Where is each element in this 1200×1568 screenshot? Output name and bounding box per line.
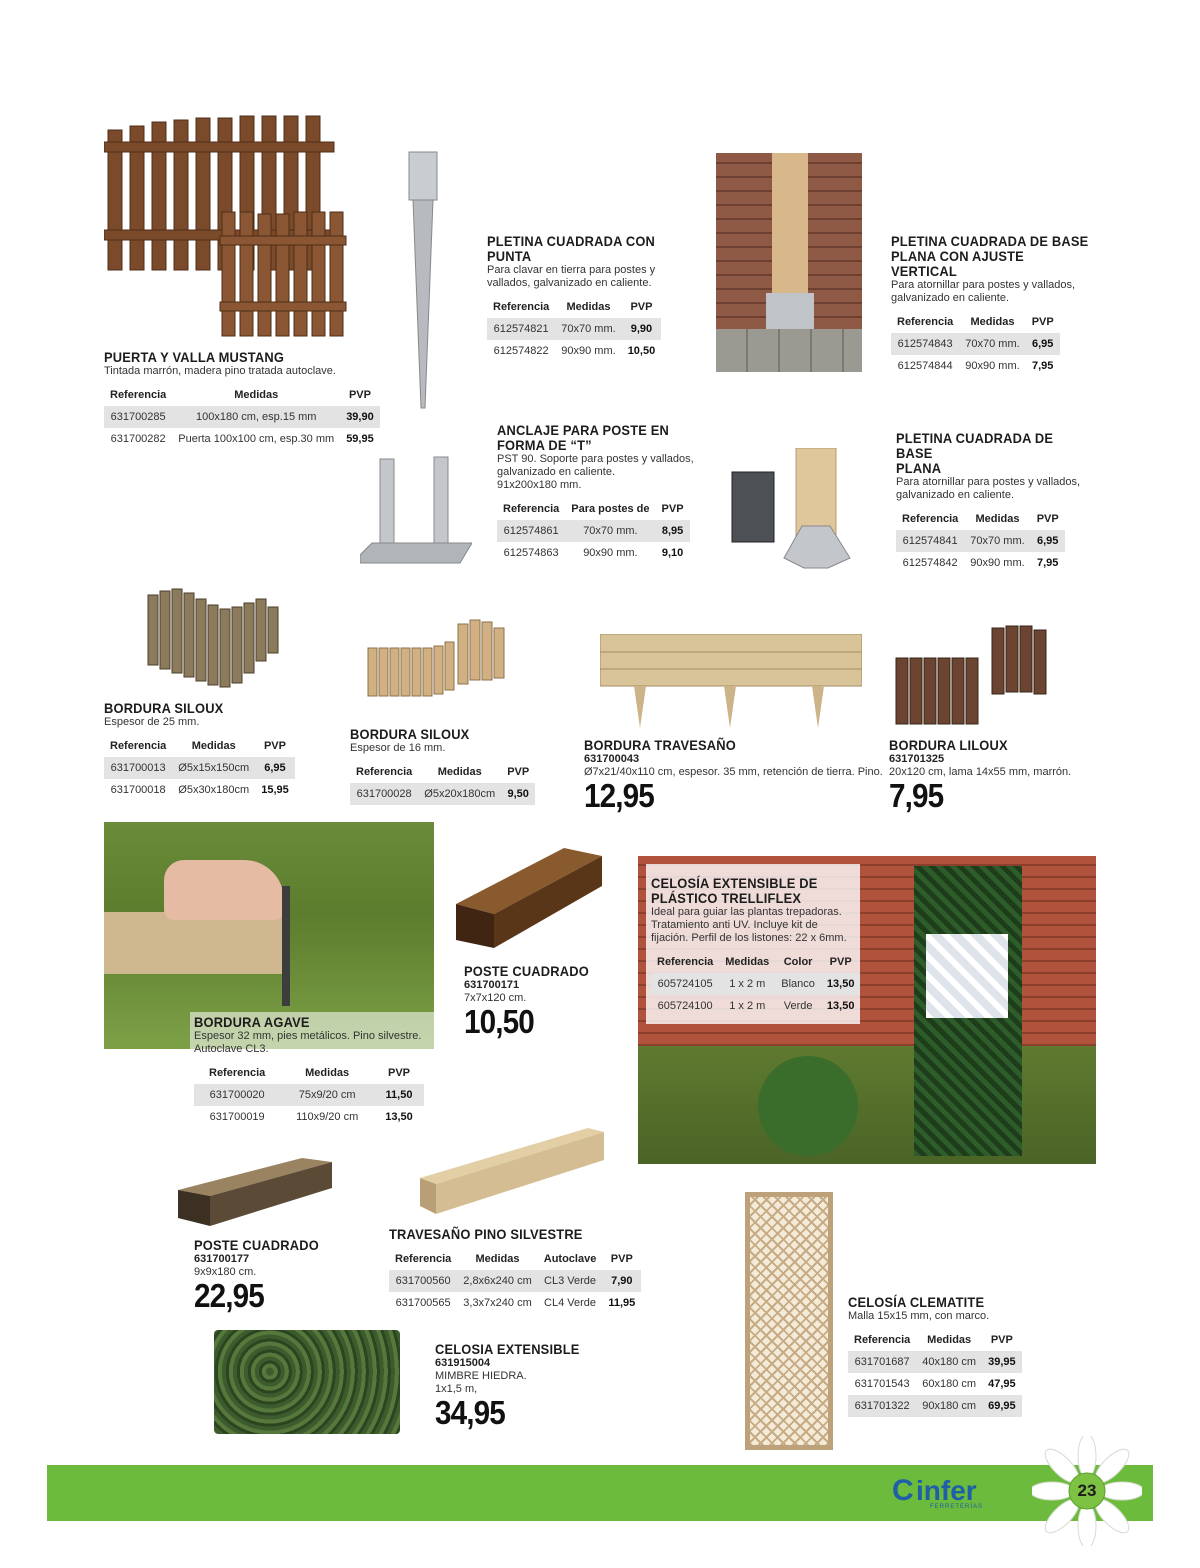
product-siloux-25 <box>104 701 314 801</box>
product-ref: 631700177 <box>194 1253 250 1265</box>
table-cell: 47,95 <box>988 1378 1016 1390</box>
table-cell: 6,95 <box>255 757 295 779</box>
spec-table <box>104 735 295 801</box>
product-desc-line2: Tratamiento anti UV. Incluye kit de <box>651 919 818 931</box>
table-header-cell: PVP <box>661 503 684 515</box>
table-cell: CL4 Verde <box>544 1297 597 1309</box>
table-header-cell: PVP <box>388 1067 411 1079</box>
table-header-cell: Referencia <box>395 1253 452 1265</box>
table-cell: 631701543 <box>854 1378 910 1390</box>
product-desc-line2: galvanizado en caliente. <box>896 489 1015 501</box>
product-agave <box>194 1015 444 1128</box>
table-cell: 9,10 <box>661 547 684 559</box>
table-row <box>389 1292 641 1314</box>
table-cell: 612574844 <box>897 360 953 372</box>
flat-base-image <box>718 448 858 570</box>
product-ref: 631915004 <box>435 1357 491 1369</box>
table-header-cell: Referencia <box>356 766 413 778</box>
table-header-cell: Medidas <box>927 1334 972 1346</box>
product-desc: 20x120 cm, lama 14x55 mm, marrón. <box>889 766 1072 778</box>
product-price: 7,95 <box>889 777 944 814</box>
product-title-line2: PUNTA <box>487 248 532 264</box>
product-title-line1: CELOSÍA EXTENSIBLE DE <box>651 875 818 891</box>
table-cell: 631700565 <box>395 1297 451 1309</box>
product-desc: 9x9x180 cm. <box>194 1266 257 1278</box>
table-cell: 631701322 <box>848 1395 916 1417</box>
table-cell: 11,95 <box>608 1297 636 1309</box>
table-cell: 612574821 <box>487 318 555 340</box>
logo-subtitle: FERRETERÍAS <box>930 1504 984 1510</box>
table-cell: 10,50 <box>627 345 656 357</box>
table-row <box>194 1106 424 1128</box>
spec-table <box>891 311 1060 377</box>
table-cell: 605724100 <box>657 1000 713 1012</box>
table-cell: 9,50 <box>501 783 535 805</box>
spike-anchor-image <box>405 150 441 412</box>
table-header-cell: PVP <box>630 301 653 313</box>
col-med: Medidas <box>234 389 279 401</box>
logo-text: infer <box>916 1475 977 1506</box>
table-cell: 70x70 mm. <box>565 520 655 542</box>
product-title: CELOSIA EXTENSIBLE <box>435 1341 580 1357</box>
spec-table <box>389 1248 641 1314</box>
table-cell: 1 x 2 m <box>719 973 775 995</box>
table-header-cell: Medidas <box>437 766 482 778</box>
product-desc-line2: galvanizado en caliente. <box>497 466 616 478</box>
product-title-line1: ANCLAJE PARA POSTE EN <box>497 422 670 438</box>
product-title: BORDURA LILOUX <box>889 737 1008 753</box>
product-clematite <box>848 1295 1048 1417</box>
table-row <box>896 552 1065 574</box>
product-flat-plate <box>896 431 1106 574</box>
table-cell: 612574863 <box>503 547 559 559</box>
col-pvp: PVP <box>348 389 371 401</box>
product-desc-line3: fijación. Perfil de los listones: 22 x 6mm. <box>651 932 847 944</box>
table-header-cell: Medidas <box>191 740 236 752</box>
post-base-photo <box>716 153 862 372</box>
product-title: POSTE CUADRADO <box>464 963 589 979</box>
product-desc-line2: vallados, galvanizado en caliente. <box>487 277 652 289</box>
product-title: PUERTA Y VALLA MUSTANG <box>104 349 285 365</box>
table-header-cell: PVP <box>610 1253 633 1265</box>
product-desc-line1: Ideal para guiar las plantas trepadoras. <box>651 906 842 918</box>
product-price: 22,95 <box>194 1277 264 1314</box>
brand-logo <box>892 1474 1032 1514</box>
product-ref: 631700171 <box>464 979 520 991</box>
table-header-cell: PVP <box>990 1334 1013 1346</box>
spec-table <box>848 1329 1022 1417</box>
product-desc: Tintada marrón, madera pino tratada autoclave. <box>104 365 336 377</box>
table-header-cell: Referencia <box>854 1334 911 1346</box>
table-row <box>651 973 860 995</box>
table-header-cell: Referencia <box>503 503 560 515</box>
table-cell: 605724105 <box>651 973 719 995</box>
fence-image <box>104 112 350 340</box>
table-cell: 13,50 <box>385 1111 413 1123</box>
table-header-cell: Referencia <box>902 513 959 525</box>
table-cell: 13,50 <box>821 973 861 995</box>
table-cell: 8,95 <box>656 520 690 542</box>
table-cell: 90x90 mm. <box>583 547 638 559</box>
spec-table <box>104 384 380 450</box>
table-cell: 631701687 <box>848 1351 916 1373</box>
table-cell: 612574822 <box>493 345 549 357</box>
product-desc: Ø7x21/40x110 cm, espesor. 35 mm, retención de tierra. Pino. <box>584 766 883 778</box>
product-desc-line1: Para atornillar para postes y vallados, <box>896 476 1081 488</box>
table-row <box>487 318 661 340</box>
product-pine-crossbar <box>389 1227 649 1314</box>
table-cell: 70x70 mm. <box>555 318 621 340</box>
border-roll-small-image <box>366 618 508 698</box>
table-cell: 631700282 <box>110 433 166 445</box>
spec-table <box>651 951 860 1017</box>
table-row <box>389 1270 641 1292</box>
table-cell: Blanco <box>775 973 821 995</box>
table-header-cell: Medidas <box>566 301 611 313</box>
table-row <box>896 530 1065 552</box>
crossbar-image <box>418 1126 606 1216</box>
table-cell: CL3 Verde <box>538 1270 603 1292</box>
border-roll-image <box>142 585 280 689</box>
table-row <box>848 1351 1022 1373</box>
table-cell: 631700020 <box>194 1084 280 1106</box>
table-cell: 100x180 cm, esp.15 mm <box>172 406 340 428</box>
product-title-line1: PLETINA CUADRADA CON <box>487 233 656 249</box>
table-cell: Ø5x20x180cm <box>418 783 501 805</box>
table-header-cell: Medidas <box>970 316 1015 328</box>
product-desc-line2: galvanizado en caliente. <box>891 292 1010 304</box>
table-header-cell: PVP <box>263 740 286 752</box>
table-cell: 90x90 mm. <box>965 360 1020 372</box>
table-cell: 39,95 <box>982 1351 1022 1373</box>
table-cell: 6,95 <box>1026 333 1060 355</box>
spec-table <box>896 508 1065 574</box>
table-cell: 612574842 <box>902 557 958 569</box>
product-title: BORDURA AGAVE <box>194 1014 310 1030</box>
clematite-lattice-image <box>745 1192 833 1450</box>
table-cell: 90x90 mm. <box>970 557 1025 569</box>
table-cell: 11,50 <box>374 1084 424 1106</box>
product-title: BORDURA SILOUX <box>350 726 470 742</box>
product-desc: Espesor de 25 mm. <box>104 716 200 728</box>
table-cell: 39,90 <box>340 406 380 428</box>
product-mustang <box>104 349 374 450</box>
product-title: TRAVESAÑO PINO SILVESTRE <box>389 1226 583 1242</box>
table-cell: 631700019 <box>209 1111 265 1123</box>
table-header-cell: Referencia <box>657 956 714 968</box>
table-header-cell: Medidas <box>975 513 1020 525</box>
product-title: BORDURA SILOUX <box>104 700 224 716</box>
table-header-cell: Medidas <box>725 956 770 968</box>
product-price: 12,95 <box>584 777 654 814</box>
table-cell: 69,95 <box>982 1395 1022 1417</box>
table-row <box>848 1373 1022 1395</box>
table-row <box>651 995 860 1017</box>
product-title: POSTE CUADRADO <box>194 1237 319 1253</box>
spec-table <box>350 761 535 805</box>
table-row <box>891 333 1060 355</box>
product-title: BORDURA TRAVESAÑO <box>584 737 736 753</box>
product-price: 10,50 <box>464 1003 534 1040</box>
table-cell: 90x180 cm <box>916 1395 982 1417</box>
product-desc-line3: 91x200x180 mm. <box>497 479 582 491</box>
table-cell: 3,3x7x240 cm <box>463 1297 532 1309</box>
product-title-line1: PLETINA CUADRADA DE BASE <box>891 233 1089 249</box>
spec-table <box>194 1062 424 1128</box>
product-title-line2: PLANA CON AJUSTE VERTICAL <box>891 248 1024 279</box>
product-desc-line2: Autoclave CL3. <box>194 1043 269 1055</box>
product-price: 34,95 <box>435 1394 505 1431</box>
table-cell: 70x70 mm. <box>959 333 1025 355</box>
table-cell: 612574861 <box>497 520 565 542</box>
table-cell: 60x180 cm <box>922 1378 977 1390</box>
product-desc-line1: Espesor 32 mm, pies metálicos. Pino silvestre. <box>194 1030 422 1042</box>
table-cell: 1 x 2 m <box>729 1000 766 1012</box>
t-anchor-image <box>360 455 472 567</box>
spec-table <box>487 296 661 362</box>
table-cell: 631700560 <box>389 1270 457 1292</box>
ivy-screen-image <box>214 1330 400 1434</box>
product-desc-line1: Para atornillar para postes y vallados, <box>891 279 1076 291</box>
table-cell: 2,8x6x240 cm <box>457 1270 537 1292</box>
product-ref: 631700043 <box>584 753 640 765</box>
table-row <box>891 355 1060 377</box>
product-desc: Espesor de 16 mm. <box>350 742 446 754</box>
table-row <box>104 428 380 450</box>
product-title-line2: PLÁSTICO TRELLIFLEX <box>651 890 802 906</box>
table-header-cell: Medidas <box>475 1253 520 1265</box>
table-row <box>104 757 295 779</box>
table-header-cell: Medidas <box>305 1067 350 1079</box>
table-cell: 9,90 <box>622 318 662 340</box>
product-desc-line2: 1x1,5 m, <box>435 1383 478 1395</box>
crossbar-border-image <box>600 634 862 730</box>
table-header-cell: Referencia <box>209 1067 266 1079</box>
daisy-icon <box>1032 1436 1142 1546</box>
product-liloux <box>889 738 1089 813</box>
table-cell: 59,95 <box>346 433 374 445</box>
product-title-line1: PLETINA CUADRADA DE BASE <box>896 430 1054 461</box>
product-desc-line1: MIMBRE HIEDRA. <box>435 1370 527 1382</box>
product-title-line2: PLANA <box>896 460 942 476</box>
product-desc-line1: Para clavar en tierra para postes y <box>487 264 656 276</box>
table-row <box>194 1084 424 1106</box>
table-header-cell: Referencia <box>897 316 954 328</box>
table-header-cell: PVP <box>507 766 530 778</box>
liloux-border-image <box>894 622 1056 726</box>
product-trelliflex <box>651 876 871 1017</box>
product-ivy-screen <box>435 1342 605 1430</box>
product-desc-line1: PST 90. Soporte para postes y vallados, <box>497 453 694 465</box>
logo-c: C <box>892 1474 914 1507</box>
product-ref: 631701325 <box>889 753 945 765</box>
table-cell: 631700013 <box>104 757 172 779</box>
table-cell: 631700018 <box>110 784 166 796</box>
spec-table <box>497 498 690 564</box>
table-cell: Verde <box>783 1000 813 1012</box>
product-siloux-16 <box>350 727 560 805</box>
square-post-image <box>454 846 604 950</box>
product-t-anchor <box>497 423 707 564</box>
table-cell: 110x9/20 cm <box>296 1111 359 1123</box>
table-cell: 90x90 mm. <box>561 345 616 357</box>
table-cell: 70x70 mm. <box>964 530 1030 552</box>
table-cell: 631700028 <box>350 783 418 805</box>
table-cell: 13,50 <box>826 1000 855 1012</box>
table-row <box>104 406 380 428</box>
table-cell: 631700285 <box>104 406 172 428</box>
table-header-cell: Referencia <box>493 301 550 313</box>
square-post-large-image <box>176 1156 334 1228</box>
table-header-cell: Para postes de <box>571 503 650 515</box>
product-crossbar-border <box>584 738 884 813</box>
table-cell: 612574841 <box>896 530 964 552</box>
table-header-cell: Color <box>783 956 813 968</box>
table-cell: 7,95 <box>1031 360 1054 372</box>
product-post-7x7 <box>464 964 614 1039</box>
table-row <box>350 783 535 805</box>
table-cell: 75x9/20 cm <box>280 1084 374 1106</box>
table-header-cell: Referencia <box>110 740 167 752</box>
table-header-cell: PVP <box>829 956 852 968</box>
product-spike-plate <box>487 234 687 362</box>
product-title: CELOSÍA CLEMATITE <box>848 1294 985 1310</box>
table-cell: 7,95 <box>1036 557 1059 569</box>
table-row <box>848 1395 1022 1417</box>
table-cell: 15,95 <box>261 784 289 796</box>
table-cell: 612574843 <box>891 333 959 355</box>
table-cell: Puerta 100x100 cm, esp.30 mm <box>178 433 335 445</box>
table-header-cell: PVP <box>1036 513 1059 525</box>
product-title-line2: FORMA DE “T” <box>497 437 592 453</box>
product-vertical-plate <box>891 234 1111 377</box>
table-row <box>104 779 295 801</box>
table-row <box>497 520 690 542</box>
product-desc: 7x7x120 cm. <box>464 992 527 1004</box>
table-header-cell: PVP <box>1031 316 1054 328</box>
product-desc: Malla 15x15 mm, con marco. <box>848 1310 990 1322</box>
table-cell: Ø5x15x150cm <box>172 757 255 779</box>
col-ref: Referencia <box>110 389 167 401</box>
product-post-9x9 <box>194 1238 344 1313</box>
page-number: 23 <box>1077 1481 1097 1500</box>
table-cell: 6,95 <box>1031 530 1065 552</box>
table-cell: 40x180 cm <box>916 1351 982 1373</box>
table-row <box>497 542 690 564</box>
table-row <box>487 340 661 362</box>
table-cell: Ø5x30x180cm <box>178 784 250 796</box>
table-cell: 7,90 <box>602 1270 641 1292</box>
table-header-cell: Autoclave <box>543 1253 597 1265</box>
